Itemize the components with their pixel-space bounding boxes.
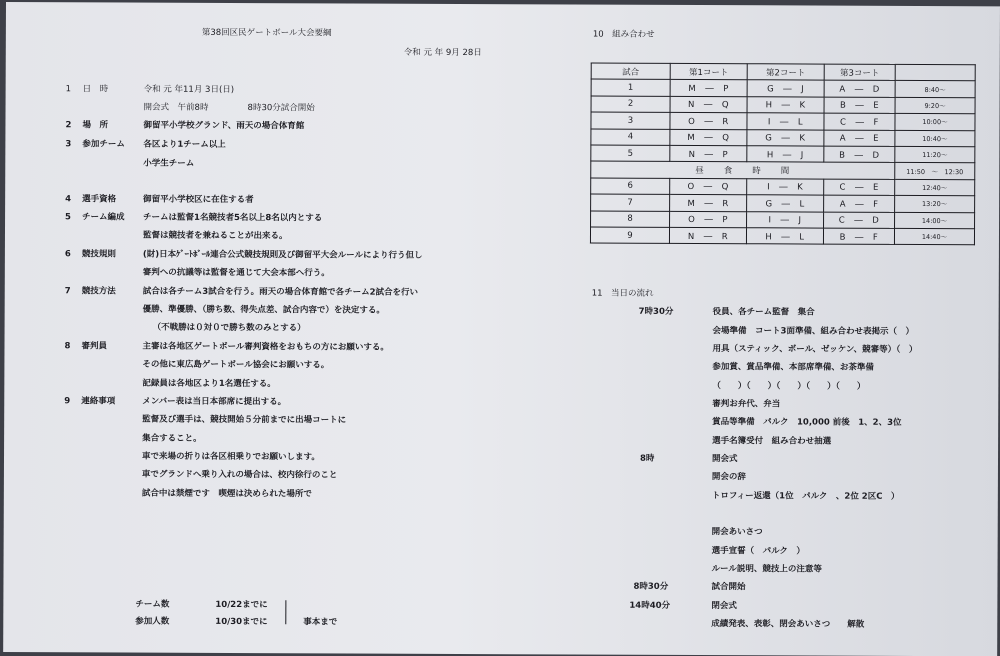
flow-time: 14時40分 (629, 600, 671, 611)
item-text: 車で来場の折りは各区相乗りでお願いします。 (141, 451, 320, 463)
item-text: 審判への抗議等は監督を通じて大会本部へ行う。 (142, 267, 330, 279)
court-1-pairing: O ― R (670, 113, 747, 130)
document-date: 令和 元 年 9月 28日 (403, 47, 482, 59)
match-number: 2 (591, 96, 670, 113)
court-1-pairing: M ― Q (670, 129, 747, 146)
court-1-pairing: M ― P (670, 80, 747, 97)
flow-text: 成績発表、表彰、閉会あいさつ 解散 (711, 619, 865, 630)
lunch-label: 昼 食 時 間 (591, 161, 895, 179)
match-number: 5 (591, 145, 670, 162)
court-3-pairing: C ― E (824, 179, 895, 196)
court-3-pairing: C ― F (824, 113, 895, 130)
match-number: 8 (591, 211, 670, 228)
court-3-pairing: B ― D (824, 146, 895, 163)
item-label-referees: 審判員 (81, 341, 108, 352)
item-text: （不戦勝は０対０で勝ち数のみとする） (152, 322, 306, 334)
flow-text: トロフィー返還（1位 パルク 、2位 2区C ） (711, 491, 900, 502)
flow-text: （ ）（ ）（ ）（ ）（ ） (712, 381, 866, 392)
match-number: 9 (590, 227, 669, 244)
court-3-pairing: B ― E (824, 97, 895, 114)
flow-text: 賞品等準備 パルク 10,000 前後 1、2、3位 (712, 417, 902, 428)
table-row (591, 79, 975, 97)
item-text: 令和 元 年11月 3日(日) (143, 84, 235, 95)
header-court-2: 第2コート (747, 64, 824, 81)
header-court-3: 第3コート (824, 64, 895, 81)
item-text: 各区より1チーム以上 (143, 139, 226, 150)
item-text: 監督及び選手は、競技開始５分前までに出場コートに (142, 414, 347, 426)
match-number: 4 (591, 129, 670, 146)
match-number: 6 (591, 178, 670, 195)
match-number: 1 (591, 79, 670, 96)
court-2-pairing: I ― K (747, 178, 824, 195)
flow-text: 開会あいさつ (711, 527, 763, 538)
item-text: 開会式 午前8時 (143, 102, 209, 113)
item-text: 集合すること。 (142, 433, 202, 444)
item-label-teams: 参加チーム (82, 139, 125, 150)
flow-time: 8時30分 (633, 581, 669, 592)
item-text: 記録員は各地区より1名選任する。 (142, 378, 276, 390)
item-text: 8時30分試合開始 (247, 103, 315, 114)
match-table (590, 63, 976, 246)
match-time: 14:40～ (894, 228, 974, 245)
lunch-row (591, 161, 975, 179)
header-court-1: 第1コート (670, 63, 747, 80)
item-number-9: 9 (64, 396, 71, 407)
flow-text: 選手宣誓（ パルク ） (711, 546, 805, 557)
table-row (590, 227, 974, 245)
table-row (591, 211, 975, 229)
match-time: 9:20～ (895, 97, 975, 114)
item-number-8: 8 (64, 341, 71, 352)
court-2-pairing: G ― K (747, 129, 824, 146)
item-number-6: 6 (64, 249, 71, 260)
court-3-pairing: A ― F (824, 195, 895, 212)
match-time: 14:00～ (895, 212, 975, 229)
court-2-pairing: I ― J (747, 211, 824, 228)
flow-text: 会場準備 コート3面準備、組み合わせ表掲示（ ） (712, 326, 915, 337)
table-row (591, 129, 975, 147)
match-time: 8:40～ (895, 81, 975, 98)
match-time: 10:00～ (895, 114, 975, 131)
court-3-pairing: A ― E (824, 130, 895, 147)
item-number-1: 1 (65, 84, 72, 95)
section-11-heading: 11 当日の流れ (591, 288, 654, 299)
match-time: 12:40～ (895, 179, 975, 196)
item-text: 御留平小学校区に在住する者 (143, 194, 254, 206)
court-1-pairing: M ― R (670, 195, 747, 212)
flow-text: 参加賞、賞品準備、本部席準備、お茶準備 (712, 362, 874, 373)
table-header-row (591, 63, 975, 81)
item-label-method: 競技方法 (81, 286, 116, 297)
match-time: 11:20～ (895, 146, 975, 163)
flow-time: 7時30分 (638, 306, 674, 317)
court-3-pairing: B ― F (823, 228, 894, 245)
court-2-pairing: G ― J (747, 80, 824, 97)
court-3-pairing: A ― D (824, 80, 895, 97)
flow-time: 8時 (639, 453, 655, 464)
item-text: その他に東広島ゲートボール協会にお願いする。 (142, 359, 330, 371)
match-number: 3 (591, 112, 670, 129)
deadline-team-label: チーム数 (135, 599, 170, 610)
flow-text: 審判お弁代、弁当 (712, 399, 781, 410)
item-label-eligibility: 選手資格 (82, 194, 117, 205)
court-2-pairing: G ― L (747, 195, 824, 212)
item-text: 監督は競技者を兼ねることが出来る。 (142, 230, 288, 242)
document-page (3, 2, 1000, 656)
court-1-pairing: O ― Q (670, 178, 747, 195)
court-1-pairing: N ― R (669, 227, 746, 244)
flow-text: 用具（スティック、ボール、ゼッケン、競審等）（ ） (712, 344, 918, 355)
item-text: 小学生チーム (143, 158, 195, 169)
item-text: 主審は各地区ゲートボール審判資格をおもちの方にお願いする。 (142, 341, 389, 353)
table-row (591, 145, 975, 163)
item-text: チームは監督1名競技者5名以上8名以内とする (143, 212, 323, 224)
flow-text: 選手名簿受付 組み合わせ抽選 (712, 436, 832, 447)
table-row (591, 194, 975, 212)
item-number-3: 3 (65, 139, 72, 150)
header-match: 試合 (591, 63, 670, 80)
item-text: 御留平小学校グランド、雨天の場合体育館 (143, 120, 305, 132)
flow-text: 試合開始 (711, 582, 746, 593)
header-time (895, 64, 975, 81)
item-text: 試合は各チーム3試合を行う。雨天の場合体育館で各チーム2試合を行い (142, 286, 419, 298)
court-2-pairing: H ― J (747, 146, 824, 163)
table-row (591, 178, 975, 196)
item-text: (財)日本ｹﾞｰﾄﾎﾞｰﾙ連合公式競技規則及び御留平大会ルールにより行う但し (142, 249, 423, 261)
court-1-pairing: N ― Q (670, 96, 747, 113)
deadline-brace (279, 600, 286, 624)
deadline-people-label: 参加人数 (135, 616, 170, 627)
item-text: 車でグランドへ乗り入れの場合は、校内徐行のこと (141, 469, 338, 481)
table-row (591, 112, 975, 130)
item-label-rules: 競技規則 (81, 249, 116, 260)
table-row (591, 96, 975, 114)
match-time: 10:40～ (895, 130, 975, 147)
flow-text: ルール説明、競技上の注意等 (711, 564, 822, 575)
item-number-2: 2 (65, 120, 72, 131)
match-number: 7 (591, 194, 670, 211)
item-label-place: 場 所 (82, 120, 108, 131)
deadline-people-date: 10/30までに (215, 616, 268, 628)
court-1-pairing: O ― P (670, 211, 747, 228)
flow-text: 開会の辞 (711, 472, 746, 483)
item-text: メンバー表は当日本部席に提出する。 (142, 396, 287, 408)
document-title: 第38回区民ゲートボール大会要綱 (201, 27, 332, 39)
court-3-pairing: C ― D (824, 212, 895, 229)
deadline-destination: 事本まで (303, 617, 338, 628)
item-text: 試合中は禁煙です 喫煙は決められた場所で (141, 488, 312, 500)
court-2-pairing: I ― L (747, 113, 824, 130)
flow-text: 閉会式 (711, 601, 737, 612)
item-number-4: 4 (65, 194, 72, 205)
lunch-time: 11:50 ～ 12:30 (895, 163, 975, 180)
match-time: 13:20～ (895, 196, 975, 213)
section-10-heading: 10 組み合わせ (592, 29, 655, 40)
item-label-datetime: 日 時 (82, 84, 109, 95)
flow-text: 開会式 (711, 454, 738, 465)
item-label-team-composition: チーム編成 (82, 212, 125, 223)
court-2-pairing: H ― L (746, 228, 823, 245)
deadline-team-date: 10/22までに (215, 599, 268, 611)
item-number-5: 5 (65, 212, 72, 223)
item-number-7: 7 (64, 286, 71, 297)
court-1-pairing: N ― P (670, 145, 747, 162)
item-text: 優勝、準優勝、（勝ち数、得失点差、試合内容で）を決定する。 (142, 304, 385, 316)
item-label-notices: 連絡事項 (81, 396, 116, 407)
court-2-pairing: H ― K (747, 97, 824, 114)
flow-text: 役員、各チーム監督 集合 (712, 307, 815, 318)
